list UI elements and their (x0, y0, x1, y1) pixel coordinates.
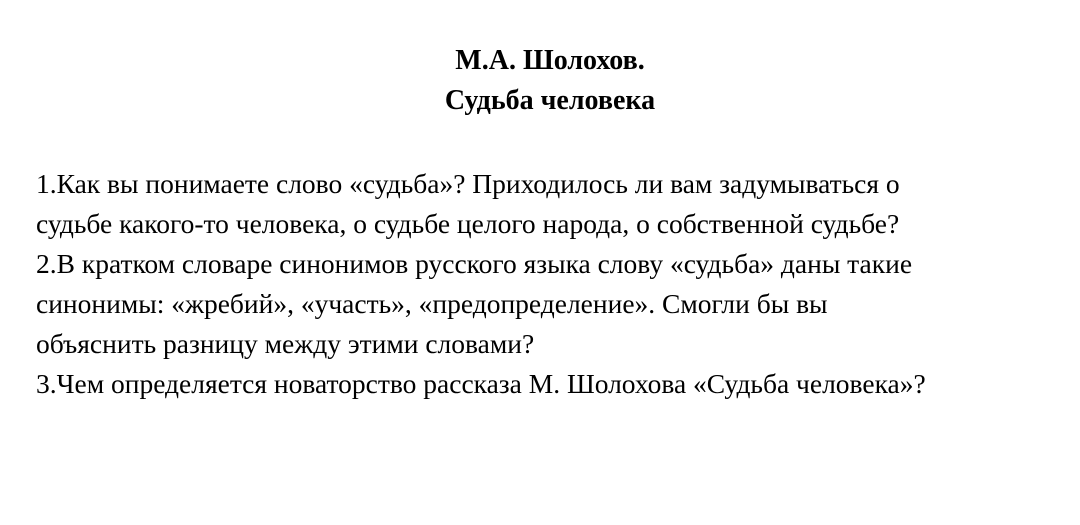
author-heading: М.А. Шолохов. (455, 45, 645, 76)
question-3-line-1: 3.Чем определяется новаторство рассказа М. Шолохова «Судьба человека»? (36, 368, 926, 399)
question-1 (36, 164, 1076, 244)
question-2 (36, 244, 1076, 364)
question-2-line-3: объяснить разницу между этими словами? (36, 328, 535, 359)
title-heading: Судьба человека (444, 85, 656, 116)
question-1-line-1: 1.Как вы понимаете слово «судьба»? Приходилось ли вам задумываться о (36, 168, 900, 199)
question-3 (36, 364, 1076, 404)
question-1-line-2: судьбе какого-то человека, о судьбе целого народа, о собственной судьбе? (36, 208, 900, 239)
question-2-line-2: синонимы: «жребий», «участь», «предопределение». Смогли бы вы (36, 288, 828, 319)
questions-list (36, 164, 1076, 404)
question-2-line-1: 2.В кратком словаре синонимов русского языка слову «судьба» даны такие (36, 248, 913, 279)
